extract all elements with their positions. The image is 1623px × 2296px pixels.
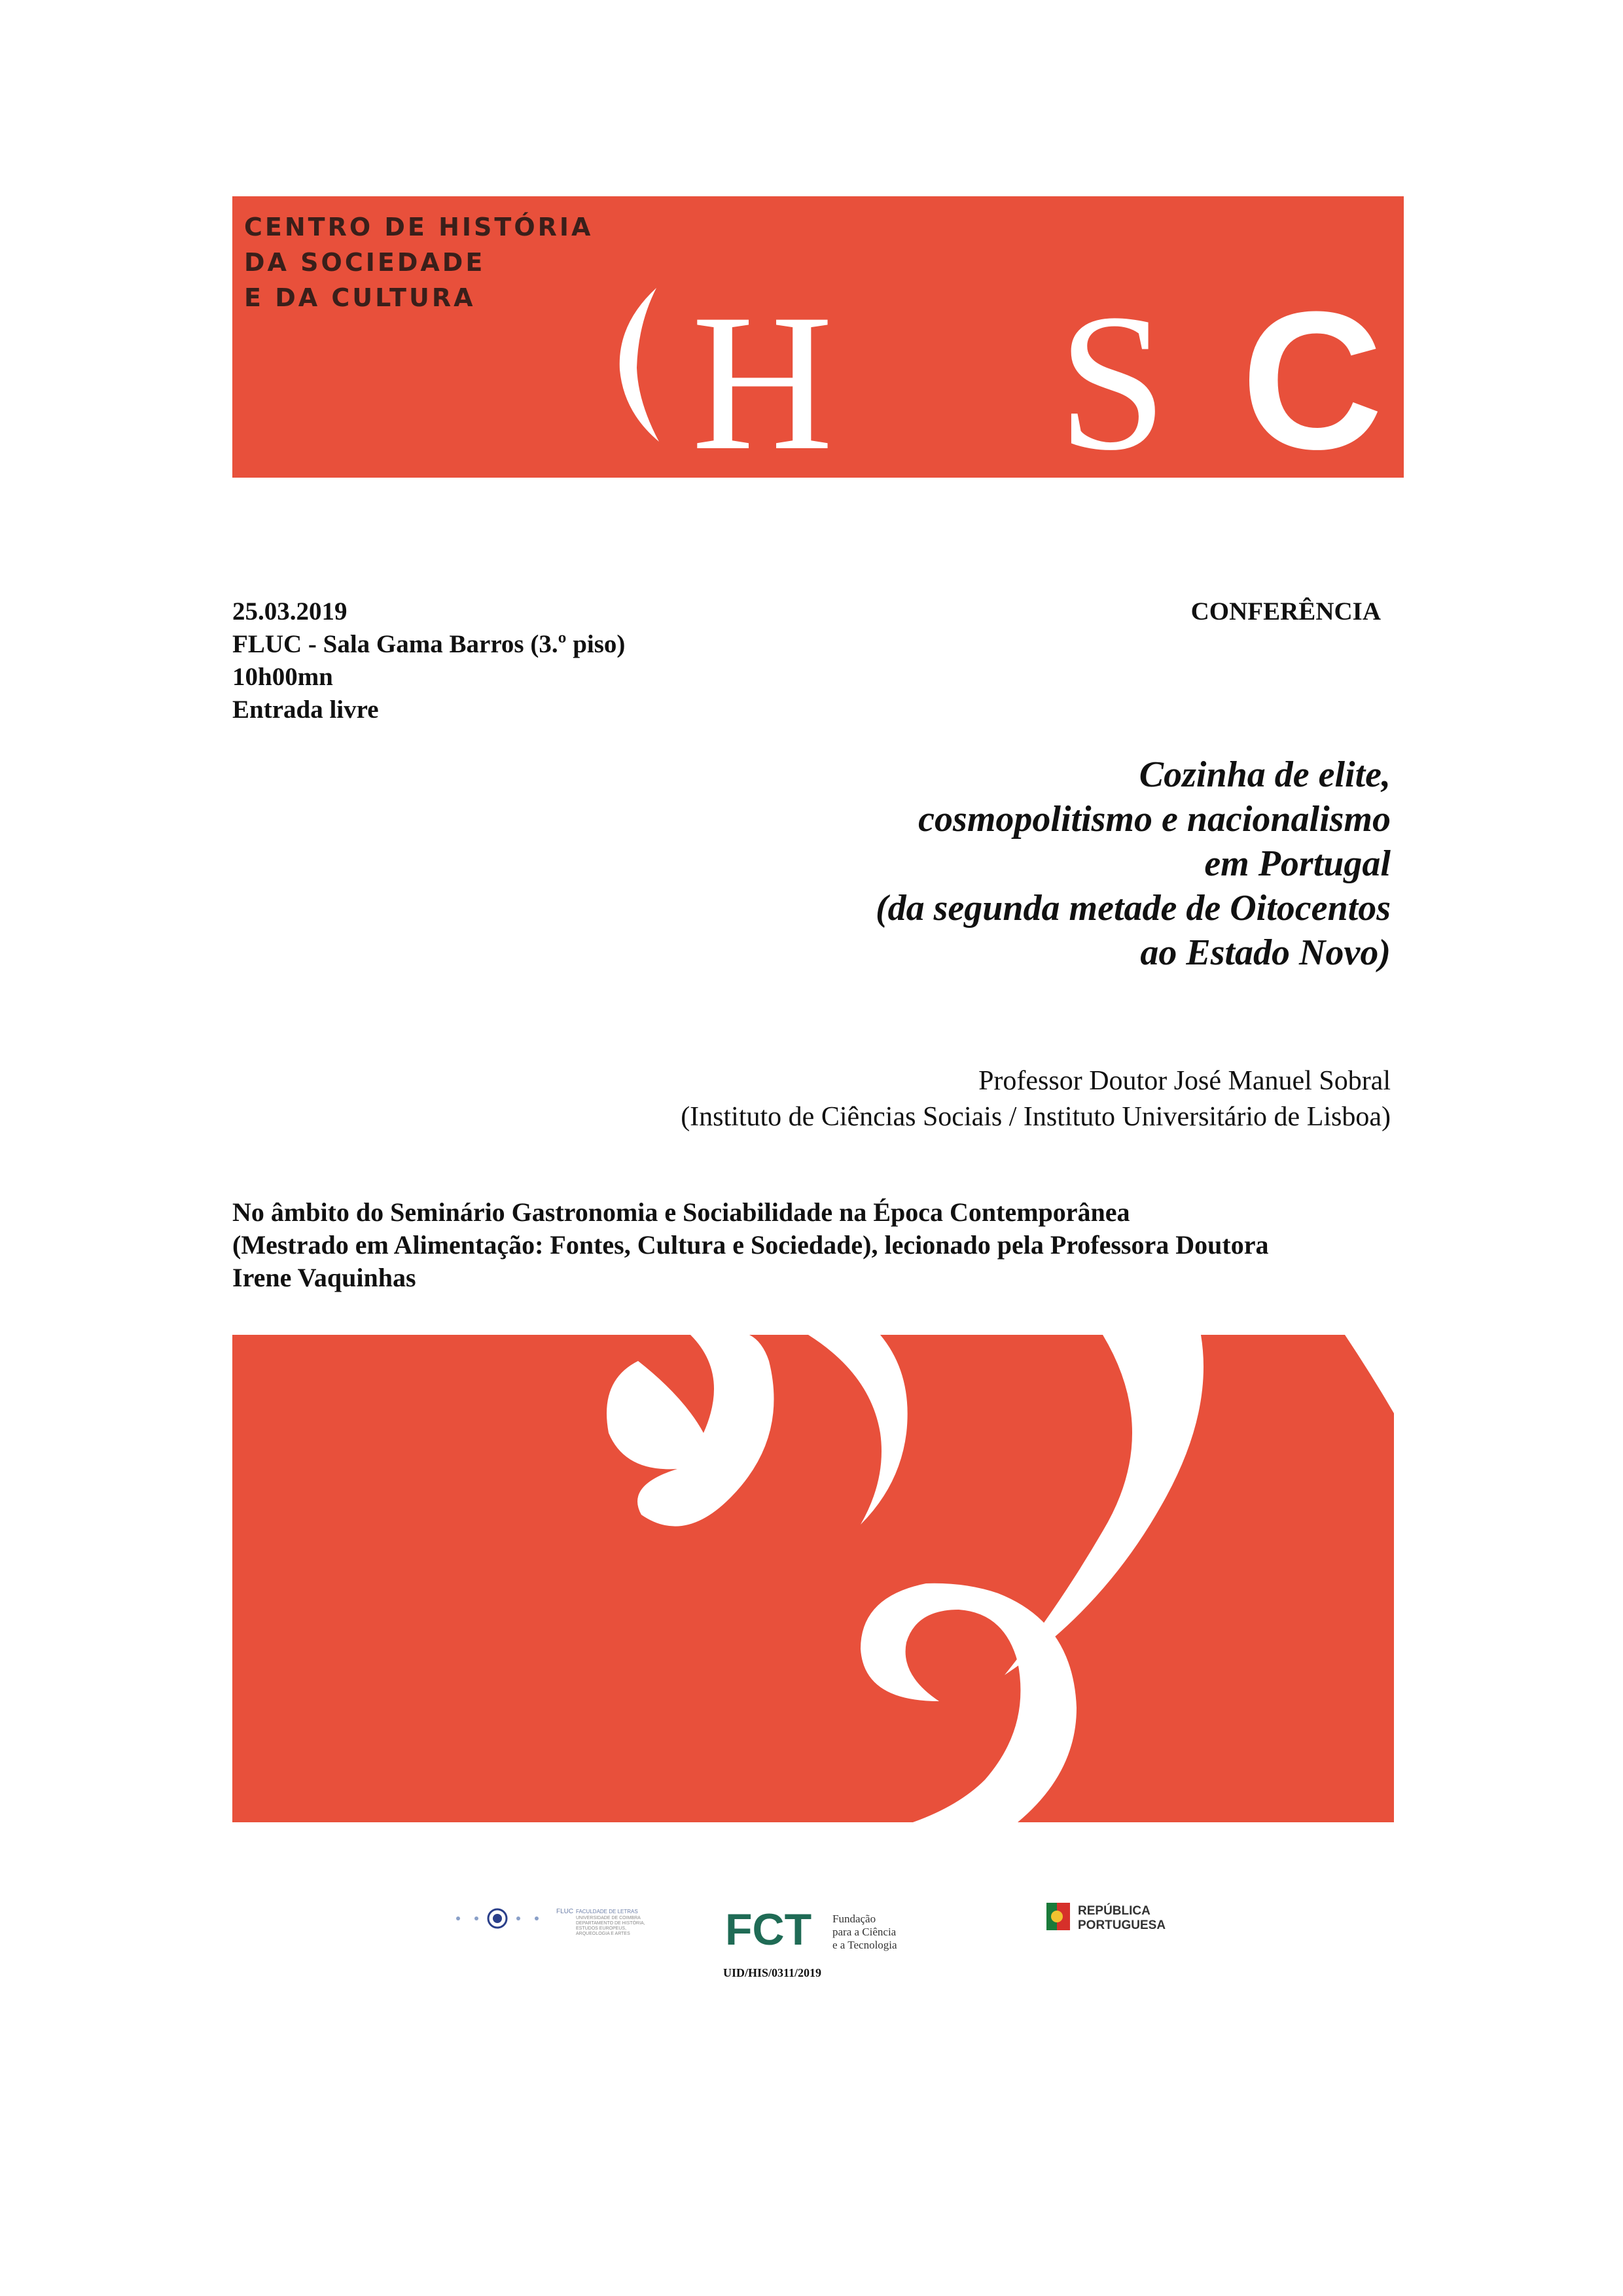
fluc-label: FLUC bbox=[556, 1908, 574, 1915]
fct-line: Fundação bbox=[832, 1913, 876, 1925]
ampersand-ornament bbox=[232, 1335, 1394, 1822]
republica-line: PORTUGUESA bbox=[1078, 1918, 1166, 1932]
title-line: Cozinha de elite, bbox=[1139, 754, 1391, 795]
ornament-banner bbox=[232, 1335, 1394, 1822]
dot-icon bbox=[456, 1916, 460, 1920]
event-date: 25.03.2019 bbox=[232, 597, 348, 626]
republica-line: REPÚBLICA bbox=[1078, 1904, 1150, 1918]
chsc-logo bbox=[232, 196, 1404, 478]
dot-icon bbox=[535, 1916, 539, 1920]
logo-crescent bbox=[620, 288, 659, 442]
org-name-line: E DA CULTURA bbox=[244, 283, 476, 312]
svg-text:DEPARTAMENTO DE HISTÓRIA,: DEPARTAMENTO DE HISTÓRIA, bbox=[576, 1921, 645, 1926]
context-paragraph bbox=[232, 1196, 1268, 1294]
title-line: ao Estado Novo) bbox=[1140, 932, 1391, 973]
logo-letter-c: C bbox=[1241, 270, 1383, 478]
svg-text:ARQUEOLOGIA E ARTES: ARQUEOLOGIA E ARTES bbox=[576, 1932, 630, 1936]
context-line: Irene Vaquinhas bbox=[232, 1263, 416, 1292]
fct-line: para a Ciência bbox=[832, 1926, 897, 1938]
republica-portuguesa-logo bbox=[1044, 1891, 1201, 1943]
org-name-line: DA SOCIEDADE bbox=[244, 248, 486, 277]
context-line: (Mestrado em Alimentação: Fontes, Cultura e Sociedade), lecionado pela Professora Doutora bbox=[232, 1230, 1269, 1260]
svg-text:UNIVERSIDADE DE COIMBRA: UNIVERSIDADE DE COIMBRA bbox=[576, 1916, 641, 1920]
talk-title bbox=[876, 752, 1391, 975]
title-line: em Portugal bbox=[1204, 843, 1391, 884]
fct-logo bbox=[720, 1904, 929, 1956]
event-type: CONFERÊNCIA bbox=[1190, 597, 1381, 626]
svg-text:FACULDADE DE LETRAS: FACULDADE DE LETRAS bbox=[576, 1909, 638, 1915]
logo-letter-h: H bbox=[691, 274, 834, 478]
dot-icon bbox=[474, 1916, 478, 1920]
dot-icon bbox=[516, 1916, 520, 1920]
event-entry: Entrada livre bbox=[232, 696, 379, 724]
event-venue: FLUC - Sala Gama Barros (3.º piso) bbox=[232, 630, 626, 658]
context-line: No âmbito do Seminário Gastronomia e Sociabilidade na Época Contemporânea bbox=[232, 1197, 1130, 1227]
svg-text:ESTUDOS EUROPEUS,: ESTUDOS EUROPEUS, bbox=[576, 1926, 627, 1931]
title-line: cosmopolitismo e nacionalismo bbox=[918, 799, 1391, 839]
fct-line: e a Tecnologia bbox=[832, 1939, 897, 1951]
speaker-block bbox=[681, 1063, 1391, 1135]
title-line: (da segunda metade de Oitocentos bbox=[875, 888, 1391, 928]
header-banner bbox=[232, 196, 1404, 478]
fluc-logo bbox=[445, 1898, 668, 1943]
speaker-affiliation: (Instituto de Ciências Sociais / Instituto Universitário de Lisboa) bbox=[681, 1102, 1391, 1132]
logo-letter-s: S bbox=[1058, 274, 1168, 478]
speaker-name: Professor Doutor José Manuel Sobral bbox=[978, 1066, 1391, 1096]
org-name-line: CENTRO DE HISTÓRIA bbox=[244, 213, 594, 241]
project-code: UID/HIS/0311/2019 bbox=[723, 1966, 822, 1979]
fct-acronym: FCT bbox=[725, 1905, 812, 1954]
event-time: 10h00mn bbox=[232, 663, 333, 691]
